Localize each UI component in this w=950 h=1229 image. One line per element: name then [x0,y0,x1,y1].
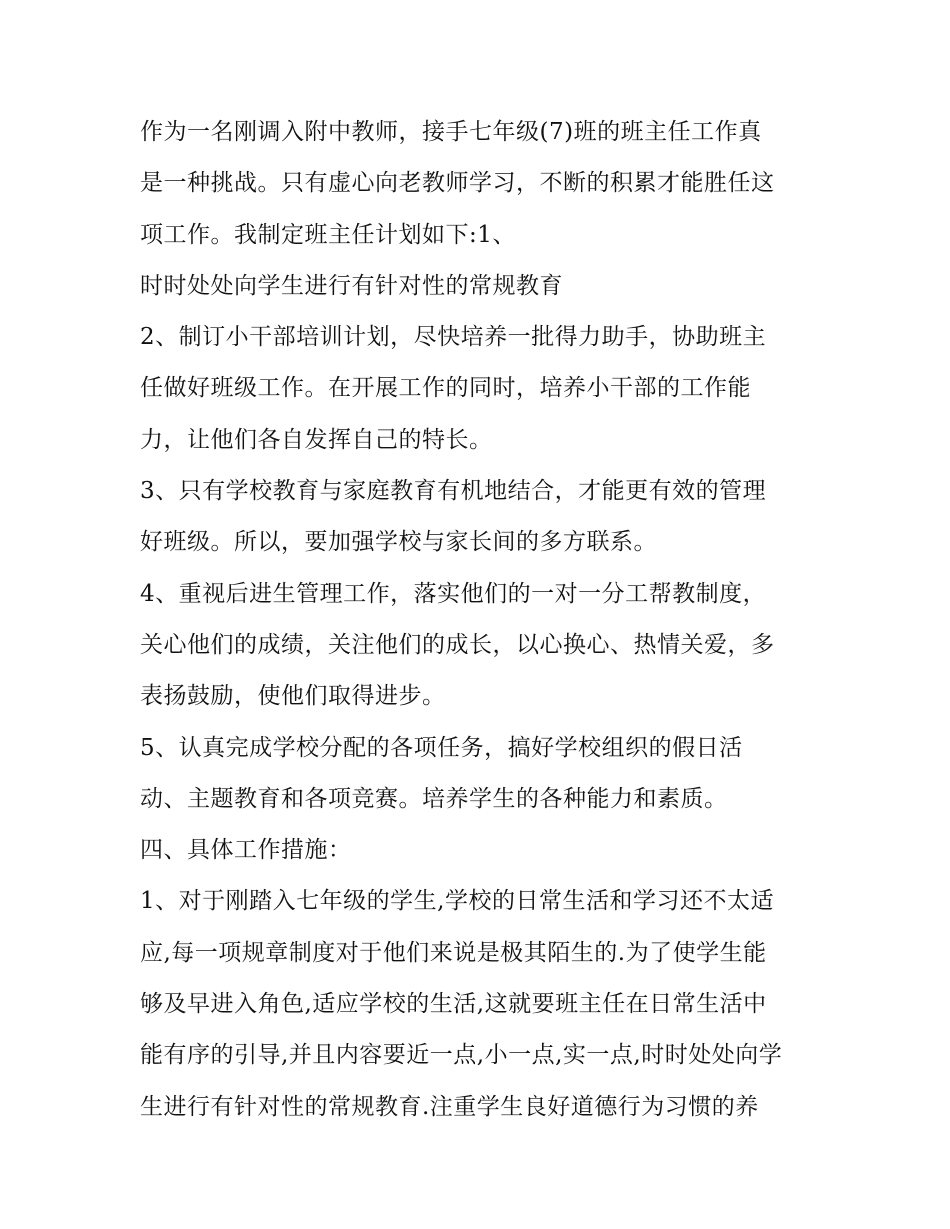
text-line: 3、只有学校教育与家庭教育有机地结合，才能更有效的管理 [140,478,767,505]
text-line: 作为一名刚调入附中教师，接手七年级(7)班的班主任工作真 [140,119,762,145]
text-line: 5、认真完成学校分配的各项任务，搞好学校组织的假日活 [140,734,743,761]
section-heading: 四、具体工作措施： [140,837,352,864]
text-line: 任做好班级工作。在开展工作的同时，培养小干部的工作能 [140,375,751,402]
text-line: 关心他们的成绩，关注他们的成长，以心换心、热情关爱，多 [140,631,775,658]
text-line: 时时处处向学生进行有针对性的常规教育 [140,272,563,299]
text-line: 2、制订小干部培训计划，尽快培养一批得力助手，协助班主 [140,324,767,351]
text-line: 力，让他们各自发挥自己的特长。 [140,426,493,453]
text-line: 应,每一项规章制度对于他们来说是极其陌生的.为了使学生能 [140,939,767,966]
text-line: 生进行有针对性的常规教育.注重学生良好道德行为习惯的养 [140,1093,759,1120]
text-line: 是一种挑战。只有虚心向老教师学习，不断的积累才能胜任这 [140,170,775,197]
text-line: 能有序的引导,并且内容要近一点,小一点,实一点,时时处处向学 [140,1042,783,1069]
text-line: 1、对于刚踏入七年级的学生,学校的日常生活和学习还不太适 [140,888,774,915]
document-body [140,107,820,1133]
text-line: 好班级。所以，要加强学校与家长间的多方联系。 [140,529,657,556]
text-line: 项工作。我制定班主任计划如下:1、 [140,221,516,248]
text-line: 表扬鼓励，使他们取得进步。 [140,683,446,710]
text-line: 动、主题教育和各项竞赛。培养学生的各种能力和素质。 [140,785,728,812]
text-line: 够及早进入角色,适应学校的生活,这就要班主任在日常生活中 [140,991,767,1018]
text-line: 4、重视后进生管理工作，落实他们的一对一分工帮教制度， [140,580,767,607]
